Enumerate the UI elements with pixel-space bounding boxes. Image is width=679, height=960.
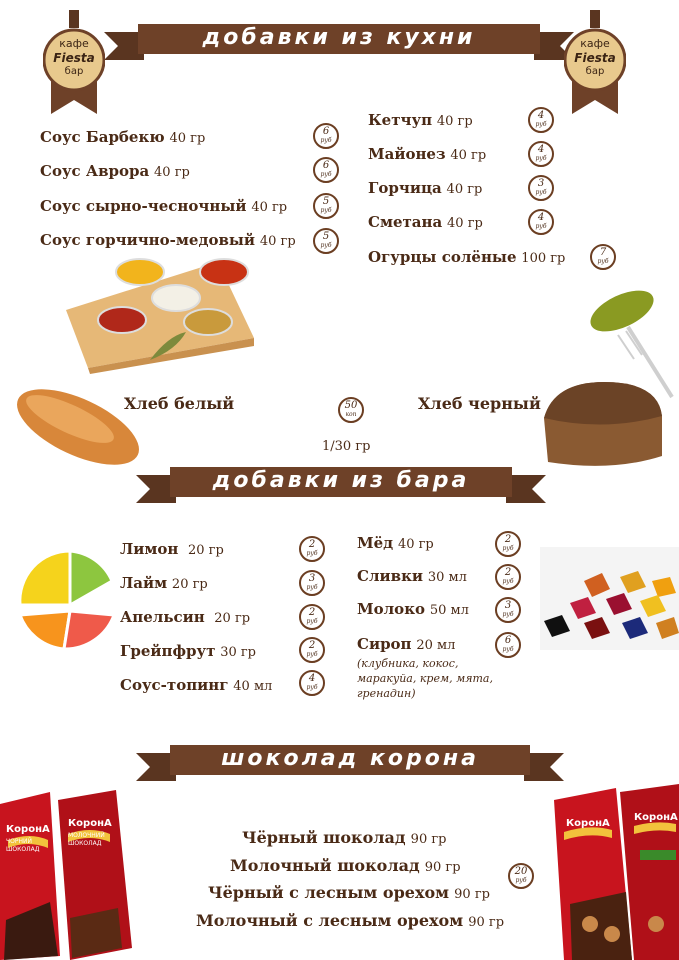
price-unit: руб	[535, 155, 547, 162]
list-item	[230, 856, 461, 875]
item-weight: 40 гр	[450, 148, 487, 163]
logo-line2: Fiesta	[574, 51, 616, 65]
item-name: Чёрный шоколад	[242, 828, 406, 847]
list-item	[368, 111, 473, 129]
item-name: Лимон	[120, 540, 179, 558]
list-item	[208, 883, 490, 902]
item-weight: 1/30 гр	[322, 439, 371, 454]
chocolate-brand-label-left-2: КоронА	[68, 818, 112, 829]
price-unit: коп	[345, 411, 357, 418]
item-name: Соус горчично-медовый	[40, 231, 256, 249]
logo-line1: кафе	[59, 37, 89, 50]
item-name: Апельсин	[120, 608, 205, 626]
item-weight: 40 гр	[397, 537, 434, 552]
price-unit: руб	[502, 611, 514, 618]
price-circle	[528, 141, 554, 167]
bar-section-ribbon	[136, 465, 546, 505]
item-weight: 40 мл	[233, 679, 273, 694]
black-bread-label	[418, 394, 541, 413]
item-name: Майонез	[368, 145, 446, 163]
price-circle	[495, 632, 521, 658]
chocolate-brand-label-right-1: КоронА	[566, 818, 610, 829]
item-name: Мёд	[357, 534, 394, 552]
item-name: Молочный шоколад	[230, 856, 420, 875]
item-weight: 90 гр	[454, 887, 490, 902]
price-value: 20	[514, 866, 528, 877]
list-item	[120, 676, 272, 694]
price-circle	[313, 157, 339, 183]
price-unit: руб	[306, 584, 318, 591]
item-weight: 40 гр	[447, 216, 483, 231]
price-value: 4	[537, 212, 545, 223]
price-circle	[508, 863, 534, 889]
price-unit: руб	[515, 877, 527, 884]
sauces-board-image	[58, 250, 258, 375]
item-name: Соус Аврора	[40, 162, 150, 180]
price-value: 2	[308, 640, 316, 651]
price-value: 4	[537, 110, 545, 121]
list-item	[40, 231, 296, 249]
price-unit: руб	[502, 545, 514, 552]
price-value: 3	[504, 600, 512, 611]
price-unit: руб	[502, 578, 514, 585]
item-weight: 40 гр	[436, 114, 473, 129]
chocolate-brand-label-left-1: КоронА	[6, 824, 50, 835]
item-weight: 20 гр	[214, 611, 251, 626]
logo-line3: бар	[64, 66, 84, 77]
price-circle	[528, 209, 554, 235]
item-weight: 40 гр	[446, 182, 483, 197]
item-weight: 50 мл	[429, 603, 469, 618]
price-value: 2	[308, 607, 316, 618]
list-item	[40, 128, 205, 146]
price-circle	[495, 564, 521, 590]
syrup-flavors-note: (клубника, кокос, маракуйа, крем, мята, гренадин)	[357, 657, 493, 700]
price-value: 5	[322, 196, 330, 207]
item-name: Сироп	[357, 635, 412, 653]
item-weight: 90 гр	[468, 915, 505, 930]
price-circle	[495, 597, 521, 623]
chocolate-bars-left-image	[0, 790, 132, 960]
list-item	[368, 213, 483, 231]
logo-line1: кафе	[580, 37, 610, 50]
list-item	[357, 567, 467, 585]
price-unit: руб	[535, 189, 547, 196]
price-value: 4	[537, 144, 545, 155]
bread-weight	[322, 436, 370, 454]
item-name: Молочный с лесным орехом	[196, 911, 464, 930]
price-unit: руб	[597, 258, 609, 265]
list-item	[120, 574, 208, 592]
chocolate-section-title: шоколад корона	[221, 746, 479, 771]
list-item	[357, 534, 434, 552]
chocolate-brand-label-right-2: КоронА	[634, 812, 678, 823]
price-value: 2	[504, 534, 512, 545]
item-name: Соус-топинг	[120, 676, 229, 694]
list-item	[357, 600, 469, 618]
price-circle	[528, 107, 554, 133]
price-circle	[528, 175, 554, 201]
item-name: Кетчуп	[368, 111, 433, 129]
chocolate-bars-right-image	[550, 784, 679, 960]
item-weight: 40 гр	[154, 165, 190, 180]
price-unit: руб	[306, 651, 318, 658]
price-unit: руб	[320, 171, 332, 178]
item-weight: 40 гр	[169, 131, 206, 146]
item-weight: 90 гр	[424, 860, 461, 875]
sauce-dishes-image	[540, 547, 679, 650]
price-value: 3	[308, 573, 316, 584]
item-name: Соус Барбекю	[40, 128, 165, 146]
price-circle	[299, 637, 325, 663]
item-name: Грейпфрут	[120, 642, 216, 660]
price-unit: руб	[535, 223, 547, 230]
price-circle	[313, 228, 339, 254]
item-weight: 30 мл	[427, 570, 467, 585]
price-value: 4	[308, 673, 316, 684]
price-value: 6	[322, 160, 330, 171]
price-unit: руб	[306, 618, 318, 625]
price-circle	[590, 244, 616, 270]
price-value: 50	[344, 400, 358, 411]
citrus-slices-image	[14, 541, 118, 657]
price-value: 6	[322, 126, 330, 137]
list-item	[40, 162, 190, 180]
list-item	[120, 540, 224, 558]
kitchen-section-ribbon	[104, 22, 574, 62]
price-unit: руб	[306, 684, 318, 691]
price-value: 5	[322, 231, 330, 242]
black-bread-image	[540, 378, 664, 470]
item-name: Соус сырно-чесночный	[40, 197, 247, 215]
list-item	[40, 197, 287, 215]
price-value: 2	[504, 567, 512, 578]
price-value: 2	[308, 539, 316, 550]
price-circle	[299, 536, 325, 562]
logo-badge-right	[564, 10, 626, 114]
item-name: Сливки	[357, 567, 424, 585]
bar-section-title: добавки из бара	[212, 468, 470, 493]
logo-badge-left	[43, 10, 105, 114]
item-weight: 20 гр	[187, 543, 224, 558]
chocolate-section-ribbon	[136, 743, 564, 783]
item-weight: 100 гр	[521, 251, 566, 266]
price-circle	[338, 397, 364, 423]
list-item	[368, 179, 482, 197]
item-name: Сметана	[368, 213, 443, 231]
white-bread-label	[124, 394, 234, 413]
item-name: Молоко	[357, 600, 426, 618]
chocolate-milk-label: МОЛОЧНИЙ ШОКОЛАД	[68, 832, 105, 847]
logo-line3: бар	[585, 66, 605, 77]
item-name: Чёрный с лесным орехом	[208, 883, 450, 902]
item-weight: 90 гр	[410, 832, 447, 847]
price-unit: руб	[502, 646, 514, 653]
price-circle	[299, 604, 325, 630]
list-item	[120, 642, 256, 660]
list-item	[242, 828, 446, 847]
item-name: Лайм	[120, 574, 168, 592]
price-unit: руб	[320, 207, 332, 214]
list-item	[368, 248, 565, 266]
item-weight: 20 мл	[416, 638, 456, 653]
kitchen-section-title: добавки из кухни	[202, 25, 476, 50]
item-name: Хлеб белый	[124, 394, 235, 413]
price-circle	[299, 670, 325, 696]
item-name: Горчица	[368, 179, 442, 197]
chocolate-dark-label: ЧОРНИЙ ШОКОЛАД	[6, 838, 40, 853]
item-weight: 40 гр	[259, 234, 296, 249]
price-circle	[299, 570, 325, 596]
price-circle	[495, 531, 521, 557]
list-item	[357, 635, 455, 653]
price-unit: руб	[320, 137, 332, 144]
list-item	[120, 608, 250, 626]
logo-line2: Fiesta	[53, 51, 95, 65]
list-item	[196, 911, 504, 930]
price-unit: руб	[320, 242, 332, 249]
price-value: 6	[504, 635, 512, 646]
item-weight: 30 гр	[220, 645, 256, 660]
price-circle	[313, 123, 339, 149]
item-weight: 40 гр	[251, 200, 288, 215]
item-name: Огурцы солёные	[368, 248, 517, 266]
price-unit: руб	[306, 550, 318, 557]
price-value: 7	[599, 247, 607, 258]
price-value: 3	[537, 178, 545, 189]
list-item	[368, 145, 486, 163]
item-name: Хлеб черный	[418, 394, 541, 413]
price-unit: руб	[535, 121, 547, 128]
item-weight: 20 гр	[171, 577, 208, 592]
price-circle	[313, 193, 339, 219]
